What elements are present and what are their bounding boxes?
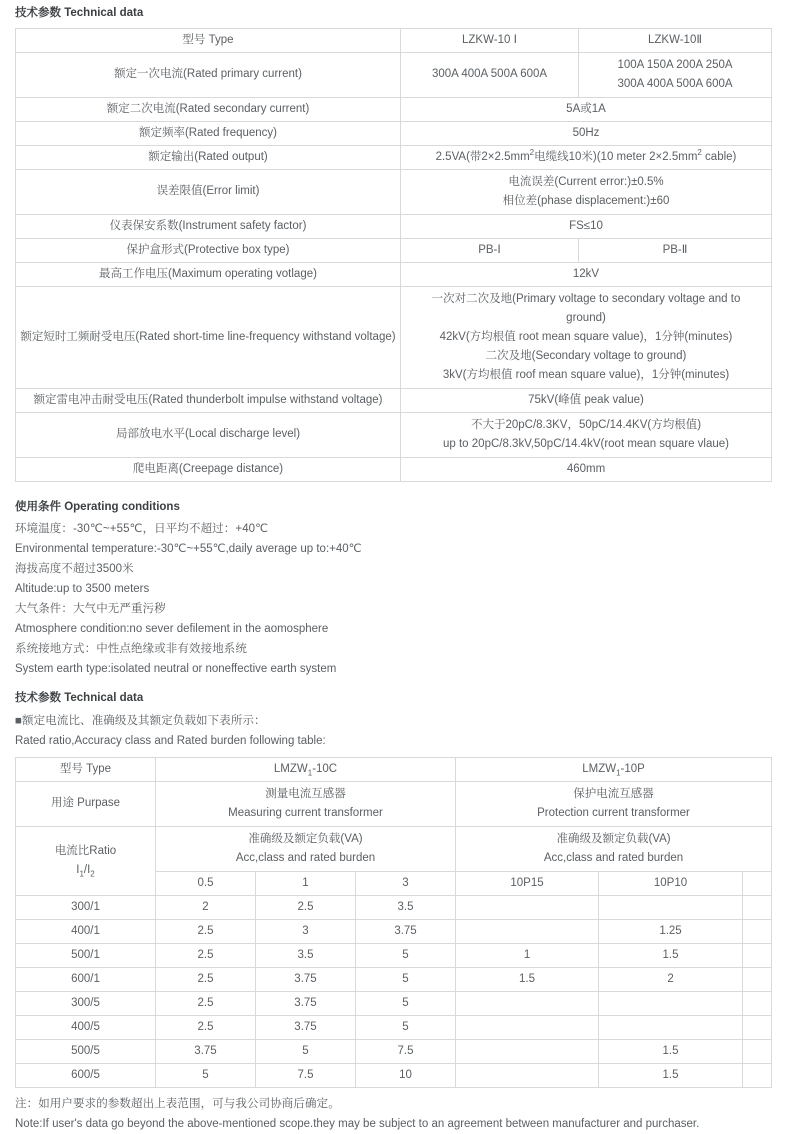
type-c-sub: 1 bbox=[307, 767, 313, 777]
table-row bbox=[16, 214, 772, 238]
cell-ratio-value: 300/5 bbox=[16, 991, 156, 1015]
ratio-label-line1: 电流比Ratio bbox=[54, 844, 117, 857]
cell-p-0 bbox=[456, 1015, 599, 1039]
cell-p-1 bbox=[599, 991, 743, 1015]
cell-p-1: 1.5 bbox=[599, 1063, 743, 1087]
cell-secondary-current-value: 5A或1A bbox=[401, 97, 772, 121]
cell-box-type-col1: PB-Ⅰ bbox=[401, 238, 579, 262]
cell-ratio-value: 300/1 bbox=[16, 895, 156, 919]
cell-c-2: 10 bbox=[356, 1063, 456, 1087]
cell-discharge-value bbox=[401, 412, 772, 457]
cell-c-1: 3.75 bbox=[256, 1015, 356, 1039]
cell-c-1: 2.5 bbox=[256, 895, 356, 919]
ratio-label-sub1: 1 bbox=[79, 868, 84, 878]
table-row bbox=[16, 121, 772, 145]
cell-type-lzkw10-1: LZKW-10 Ⅰ bbox=[401, 28, 579, 52]
type-c-post: -10C bbox=[312, 762, 338, 775]
cell-c-2: 5 bbox=[356, 1015, 456, 1039]
cell-withstand-voltage-label: 额定短时工频耐受电压(Rated short-time line-frequency withstand voltage) bbox=[16, 286, 401, 388]
cell-safety-factor-value: FS≤10 bbox=[401, 214, 772, 238]
table-row bbox=[16, 1039, 772, 1063]
operating-line-5: 大气条件：大气中无严重污秽 bbox=[15, 603, 166, 615]
burden-c-cn: 准确级及额定负载(VA) bbox=[248, 832, 363, 845]
cell-discharge-label: 局部放电水平(Local discharge level) bbox=[16, 412, 401, 457]
burden-p-cn: 准确级及额定负载(VA) bbox=[556, 832, 671, 845]
operating-conditions-heading bbox=[15, 502, 771, 514]
section2-heading-en: Technical data bbox=[64, 692, 144, 704]
table-row bbox=[16, 457, 772, 481]
rated-output-sup1: 2 bbox=[529, 147, 535, 157]
cell-type-lzkw10-2: LZKW-10Ⅱ bbox=[579, 28, 772, 52]
cell-frequency-value: 50Hz bbox=[401, 121, 772, 145]
cell-primary-current-label: 额定一次电流(Rated primary current) bbox=[16, 52, 401, 97]
cell-c-1: 3.5 bbox=[256, 943, 356, 967]
withstand-line1: 一次对二次及地(Primary voltage to secondary voltage and to bbox=[431, 292, 741, 305]
operating-line-8: System earth type:isolated neutral or noneffective earth system bbox=[15, 663, 337, 675]
cell-rated-output-value bbox=[401, 145, 772, 169]
section2-heading-cn: 技术参数 bbox=[15, 692, 61, 704]
cell-p-0 bbox=[456, 991, 599, 1015]
burden-p-en: Acc,class and rated burden bbox=[543, 851, 684, 864]
operating-line-6: Atmosphere condition:no sever defilement in the aomosphere bbox=[15, 623, 329, 635]
cell-error-limit-label: 误差限值(Error limit) bbox=[16, 169, 401, 214]
cell-class-header-p-0: 10P15 bbox=[456, 871, 599, 895]
cell-class-header-c-0: 0.5 bbox=[156, 871, 256, 895]
cell-burden-protection bbox=[456, 826, 772, 871]
ratio-label-slash: /I bbox=[83, 863, 91, 876]
cell-c-2: 3.5 bbox=[356, 895, 456, 919]
primary-current-line1: 100A 150A 200A 250A bbox=[617, 58, 733, 71]
cell-class-header-c-1: 1 bbox=[256, 871, 356, 895]
withstand-line4: 二次及地(Secondary voltage to ground) bbox=[485, 349, 687, 362]
cell-p-1: 1.25 bbox=[599, 919, 743, 943]
cell-c-2: 5 bbox=[356, 967, 456, 991]
cell-impulse-voltage-value: 75kV(峰值 peak value) bbox=[401, 388, 772, 412]
cell-purpose-protection bbox=[456, 781, 772, 826]
operating-line-7: 系统接地方式：中性点绝缘或非有效接地系统 bbox=[15, 643, 247, 655]
withstand-line5: 3kV(方均根值 roof mean square value)，1分钟(minutes) bbox=[442, 368, 730, 381]
cell-c-2: 7.5 bbox=[356, 1039, 456, 1063]
type-p-post: -10P bbox=[620, 762, 645, 775]
cell-p-0: 1 bbox=[456, 943, 599, 967]
rated-output-post: cable) bbox=[701, 150, 737, 163]
spacer bbox=[15, 679, 771, 693]
primary-current-line2: 300A 400A 500A 600A bbox=[617, 77, 733, 90]
operating-line-4: Altitude:up to 3500 meters bbox=[15, 583, 150, 595]
cell-p-0 bbox=[456, 1063, 599, 1087]
table-row bbox=[16, 895, 772, 919]
cell-burden-measuring bbox=[156, 826, 456, 871]
cell-c-0: 2.5 bbox=[156, 1015, 256, 1039]
cell-c-0: 2.5 bbox=[156, 967, 256, 991]
table-row bbox=[16, 1063, 772, 1087]
table-row bbox=[16, 28, 772, 52]
table-row bbox=[16, 781, 772, 826]
cell-c-2: 5 bbox=[356, 991, 456, 1015]
purpose-p-en: Protection current transformer bbox=[537, 806, 690, 819]
cell-ratio-value: 600/1 bbox=[16, 967, 156, 991]
withstand-line2: ground) bbox=[566, 311, 606, 324]
cell-c-2: 5 bbox=[356, 943, 456, 967]
cell-p-2 bbox=[743, 919, 772, 943]
table-row bbox=[16, 412, 772, 457]
cell-c-1: 3.75 bbox=[256, 991, 356, 1015]
cell-error-limit-value bbox=[401, 169, 772, 214]
discharge-line1: 不大于20pC/8.3KV，50pC/14.4KV(方均根值) bbox=[470, 418, 702, 431]
spacer bbox=[15, 482, 771, 502]
purpose-c-cn: 测量电流互感器 bbox=[265, 787, 346, 800]
section2-heading bbox=[15, 693, 771, 705]
cell-p-0: 1.5 bbox=[456, 967, 599, 991]
cell-withstand-voltage-value bbox=[401, 286, 772, 388]
cell-max-voltage-label: 最高工作电压(Maximum operating votlage) bbox=[16, 262, 401, 286]
table-row bbox=[16, 388, 772, 412]
section1-heading bbox=[15, 8, 771, 20]
cell-ratio-value: 400/1 bbox=[16, 919, 156, 943]
cell-secondary-current-label: 额定二次电流(Rated secondary current) bbox=[16, 97, 401, 121]
ratio-label-sub2: 2 bbox=[90, 868, 95, 878]
section1-heading-cn: 技术参数 bbox=[15, 7, 61, 19]
cell-max-voltage-value: 12kV bbox=[401, 262, 772, 286]
operating-line-1: 环境温度：-30℃~+55℃，日平均不超过：+40℃ bbox=[15, 523, 269, 535]
cell-c-0: 2.5 bbox=[156, 991, 256, 1015]
burden-c-en: Acc,class and rated burden bbox=[235, 851, 376, 864]
discharge-line2: up to 20pC/8.3kV,50pC/14.4kV(root mean square vlaue) bbox=[443, 437, 729, 450]
cell-box-type-col2: PB-Ⅱ bbox=[579, 238, 772, 262]
table-row bbox=[16, 943, 772, 967]
ratio-label-i: I bbox=[76, 863, 80, 876]
cell-ratio-label bbox=[16, 826, 156, 895]
cell-c-1: 7.5 bbox=[256, 1063, 356, 1087]
cell-purpose-measuring bbox=[156, 781, 456, 826]
table-row bbox=[16, 238, 772, 262]
operating-line-2: Environmental temperature:-30℃~+55℃,daily average up to:+40℃ bbox=[15, 543, 362, 555]
cell-p-1: 1.5 bbox=[599, 943, 743, 967]
cell-p-2 bbox=[743, 1039, 772, 1063]
cell-p-0 bbox=[456, 919, 599, 943]
error-limit-line1: 电流误差(Current error:)±0.5% bbox=[508, 175, 664, 188]
type-p-pre: LMZW bbox=[582, 762, 617, 775]
operating-heading-en: Operating conditions bbox=[64, 500, 180, 513]
purpose-p-cn: 保护电流互感器 bbox=[573, 787, 654, 800]
cell-c-0: 5 bbox=[156, 1063, 256, 1087]
technical-data-table-1 bbox=[15, 28, 772, 482]
table-row bbox=[16, 826, 772, 871]
table-row bbox=[16, 1015, 772, 1039]
cell-ratio-value: 500/5 bbox=[16, 1039, 156, 1063]
cell-p-2 bbox=[743, 1063, 772, 1087]
table-row bbox=[16, 145, 772, 169]
cell-p-2 bbox=[743, 991, 772, 1015]
rated-output-sup2: 2 bbox=[697, 147, 702, 157]
ratio-label-line2 bbox=[20, 861, 151, 880]
cell-p-1: 1.5 bbox=[599, 1039, 743, 1063]
cell-frequency-label: 额定频率(Rated frequency) bbox=[16, 121, 401, 145]
table-row bbox=[16, 97, 772, 121]
table-row bbox=[16, 262, 772, 286]
cell-rated-output-label: 额定输出(Rated output) bbox=[16, 145, 401, 169]
cell-c-1: 3 bbox=[256, 919, 356, 943]
cell-p-2 bbox=[743, 943, 772, 967]
cell-box-type-label: 保护盒形式(Protective box type) bbox=[16, 238, 401, 262]
cell-p-2 bbox=[743, 967, 772, 991]
table-row bbox=[16, 52, 772, 97]
error-limit-line2: 相位差(phase displacement:)±60 bbox=[502, 194, 670, 207]
table-row bbox=[16, 919, 772, 943]
purpose-c-en: Measuring current transformer bbox=[228, 806, 383, 819]
cell-c-0: 2 bbox=[156, 895, 256, 919]
cell-p-0 bbox=[456, 1039, 599, 1063]
cell-ratio-value: 600/5 bbox=[16, 1063, 156, 1087]
cell-p-2 bbox=[743, 1015, 772, 1039]
cell-c-0: 2.5 bbox=[156, 943, 256, 967]
table-row bbox=[16, 286, 772, 388]
cell-type-lmzw-10c bbox=[156, 757, 456, 781]
cell-purpose-label: 用途 Purpase bbox=[16, 781, 156, 826]
cell-c-2: 3.75 bbox=[356, 919, 456, 943]
cell-p-0 bbox=[456, 895, 599, 919]
cell-creepage-label: 爬电距离(Creepage distance) bbox=[16, 457, 401, 481]
section2-note-en: Rated ratio,Accuracy class and Rated burden following table: bbox=[15, 734, 326, 747]
cell-primary-current-col1: 300A 400A 500A 600A bbox=[401, 52, 579, 97]
cell-p-1 bbox=[599, 895, 743, 919]
footnote-en: Note:If user's data go beyond the above-mentioned scope.they may be subject to an agreement between manufacturer and purchaser. bbox=[15, 1117, 700, 1130]
cell-c-0: 2.5 bbox=[156, 919, 256, 943]
cell-c-0: 3.75 bbox=[156, 1039, 256, 1063]
section1-heading-en: Technical data bbox=[64, 7, 144, 19]
cell-class-header-p-2 bbox=[743, 871, 772, 895]
table-row bbox=[16, 169, 772, 214]
cell-type-label: 型号 Type bbox=[16, 28, 401, 52]
cell-p-1 bbox=[599, 1015, 743, 1039]
cell-p-1: 2 bbox=[599, 967, 743, 991]
cell-class-header-p-1: 10P10 bbox=[599, 871, 743, 895]
cell-c-1: 3.75 bbox=[256, 967, 356, 991]
cell-primary-current-col2 bbox=[579, 52, 772, 97]
cell-c-1: 5 bbox=[256, 1039, 356, 1063]
operating-heading-cn: 使用条件 bbox=[15, 500, 61, 513]
section2-note-cn: ■额定电流比、准确级及其额定负载如下表所示： bbox=[15, 714, 266, 727]
cell-creepage-value: 460mm bbox=[401, 457, 772, 481]
operating-conditions-list bbox=[15, 519, 771, 679]
rated-ratio-table bbox=[15, 757, 772, 1088]
cell-impulse-voltage-label: 额定雷电冲击耐受电压(Rated thunderbolt impulse withstand voltage) bbox=[16, 388, 401, 412]
cell-p-2 bbox=[743, 895, 772, 919]
type-p-sub: 1 bbox=[616, 767, 621, 777]
spacer bbox=[15, 20, 771, 28]
table-row bbox=[16, 967, 772, 991]
operating-line-3: 海拔高度不超过3500米 bbox=[15, 563, 134, 575]
cell-type-label-2: 型号 Type bbox=[16, 757, 156, 781]
withstand-line3: 42kV(方均根值 root mean square value)，1分钟(minutes) bbox=[439, 330, 733, 343]
cell-class-header-c-2: 3 bbox=[356, 871, 456, 895]
type-c-pre: LMZW bbox=[273, 762, 308, 775]
rated-output-mid: 电缆线10米)(10 meter 2×2.5mm bbox=[534, 150, 698, 163]
cell-type-lmzw-10p bbox=[456, 757, 772, 781]
table-row bbox=[16, 991, 772, 1015]
footnote-cn: 注：如用户要求的参数超出上表范围，可与我公司协商后确定。 bbox=[15, 1097, 340, 1110]
table-row bbox=[16, 757, 772, 781]
cell-ratio-value: 400/5 bbox=[16, 1015, 156, 1039]
cell-safety-factor-label: 仪表保安系数(Instrument safety factor) bbox=[16, 214, 401, 238]
rated-output-pre: 2.5VA(带2×2.5mm bbox=[435, 150, 530, 163]
cell-ratio-value: 500/1 bbox=[16, 943, 156, 967]
